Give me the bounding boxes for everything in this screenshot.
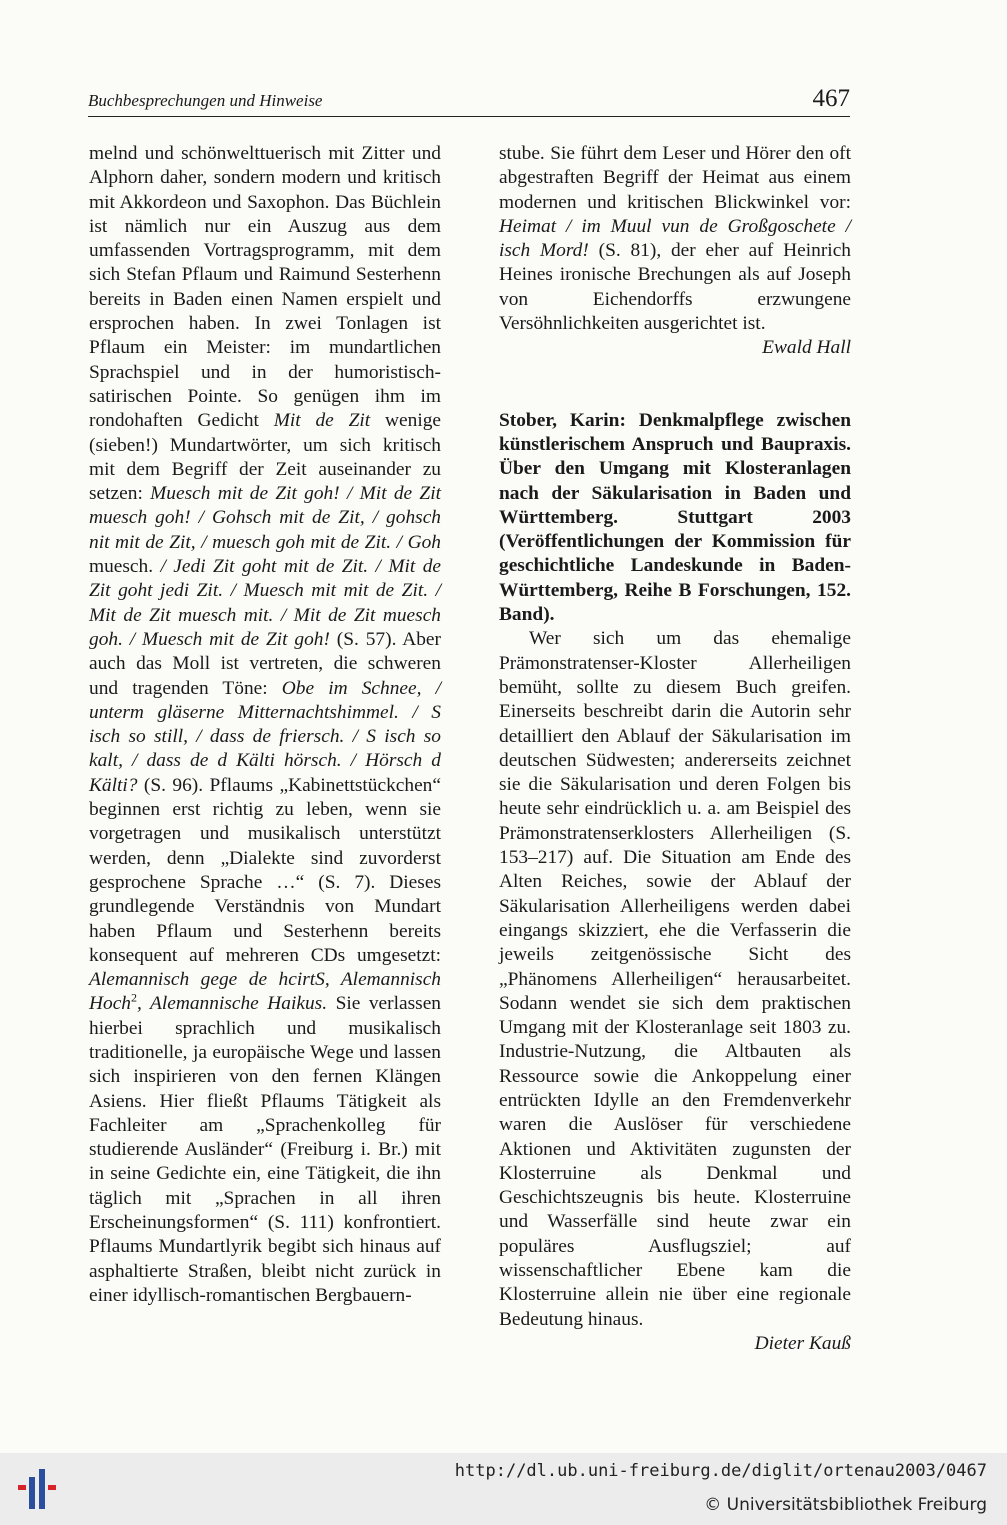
ub-freiburg-logo-icon[interactable] [12, 1463, 64, 1515]
italic-run: / Jedi Zit goht mit de Zit. / Mit de Zit goht jedi Zit. / Muesch mit mit de Zit. / Mit de Zit muesch mit. / Mit de Zit muesch goh. / Muesch mit de Zit goh! [89, 556, 441, 650]
page-header [88, 84, 850, 117]
section-gap [499, 361, 851, 409]
text-run: muesch. [89, 556, 161, 578]
italic-run: Obe im Schnee, / unterm gläserne Mitternachtshimmel. / S isch so still, / dass de friersch. / S isch so kalt, / dass de d Kälti hörsch. / Hörsch d Kälti? [89, 677, 441, 796]
text-run: Sie verlassen hierbei sprachlich und musikalisch traditionelle, ja europäische Wege und lassen sich inspirieren von den fernen Klängen Asiens. Hier fließt Pflaums Tätigkeit als Fachleiter am „Sprachenkolleg für studierende Ausländer“ (Freiburg i. Br.) mit in seine Gedichte ein, eine Tätigkeit, die ihn täglich mit „Sprachen in all ihren Erscheinungsformen“ (S. 111) konfrontiert. Pflaums Mundartlyrik begibt sich hinaus auf asphaltierte Straßen, bleibt nicht zurück in einer idyllisch-romantischen Bergbauern- [89, 993, 442, 1306]
text-run: melnd und schönwelttuerisch mit Zitter und Alphorn daher, sondern modern und kritisch mit Akkordeon und Saxophon. Das Büchlein ist nämlich nur ein Auszug aus dem umfassenden Vortragsprogramm, mit dem sich Stefan Pflaum und Raimund Sesterhenn bereits in Baden einen Namen erspielt und ersprochen haben. In zwei Tonlagen ist Pflaum ein Meister: im mundartlichen Sprachspiel und in der humoristisch-satirischen Pointe. So genügen ihm im rondohaften Gedicht [89, 143, 441, 432]
italic-run: Mit de Zit [273, 410, 371, 432]
right-paragraph-1 [499, 142, 851, 336]
text-run: (S. 96). Pflaums „Kabinettstückchen“ beginnen erst richtig zu leben, wenn sie vorgetragen und musikalisch unterstützt werden, denn „Dialekte sind zuvorderst gesprochene Sprache …“ (S. 7). Dieses grundlegende Verständnis von Mundart haben Pflaum und Sesterhenn bereits konsequent auf mehreren CDs umgesetzt: [89, 774, 441, 966]
review-heading: Stober, Karin: Denkmalpflege zwischen künstlerischem Anspruch und Baupraxis. Über den Umgang mit Klosteranlagen nach der Säkularisation in Baden und Württemberg. Stuttgart 2003 (Veröffentlichungen der Kommission für geschichtliche Landeskunde in Baden-Württemberg, Reihe B Forschungen, 152. Band). [499, 409, 851, 626]
text-run: stube. Sie führt dem Leser und Hörer den oft abgestraften Begriff der Heimat aus einem modernen und kritischen Blickwinkel vor: [499, 143, 851, 213]
left-column [89, 142, 441, 1308]
text-run: (S. 57). Aber auch das Moll ist vertreten, die schweren und tragenden Töne: [89, 628, 441, 699]
reviewer-signature-2: Dieter Kauß [754, 1332, 851, 1354]
left-paragraph [89, 142, 441, 1308]
right-paragraph-2: Wer sich um das ehemalige Prämonstratenser-Kloster Allerheiligen bemüht, sollte zu diesem Buch greifen. Einerseits beschreibt darin die Autorin sehr detailliert den Ablauf der Säkularisation im deutschen Südwesten; andererseits zeichnet sie die Säkularisation und deren Folgen bis heute sehr eindrücklich u. a. am Beispiel des Prämonstratenserklosters Allerheiligen (S. 153–217) auf. Die Situation am Ende des Alten Reiches, sowie der Ablauf der Säkularisation Allerheiligens werden dabei eingangs skizziert, ehe die Verfasserin die jeweils zeitgenössische Sicht des „Phänomens Allerheiligen“ herausarbeitet. Sodann wendet sie sich dem praktischen Umgang mit der Klosteranlage seit 1803 zu. Industrie-Nutzung, die Altbauten als Ressource sowie die Ankoppelung einer entrückten Idylle an den Fremdenverkehr waren die Auslöser für verschiedene Aktionen und Aktivitäten zugunsten der Klosterruine als Denkmal und Geschichtszeugnis bis heute. Klosterruine und Wasserfälle sind heute zwar ein populäres Ausflugsziel; auf wissenschaftlicher Ebene kam die Klosterruine allein nie über eine regionale Bedeutung hinaus. [499, 628, 851, 1330]
italic-run: Muesch mit de Zit goh! / Mit de Zit muesch goh! / Gohsch mit de Zit, / gohsch nit mit de Zit, / muesch goh mit de Zit. / Goh [89, 483, 441, 553]
source-url-link[interactable]: http://dl.ub.uni-freiburg.de/diglit/ortenau2003/0467 [454, 1461, 987, 1481]
text-run: wenige (sieben!) Mundartwörter, um sich kritisch mit dem Begriff der Zeit auseinander zu setzen: [89, 410, 442, 505]
italic-run: Heimat / im Muul vun de Großgoschete / isch Mord! [499, 215, 851, 262]
page-number: 467 [812, 85, 850, 112]
superscript: 2 [131, 990, 138, 1005]
italic-run: Alemannisch gege de hcirtS, Alemannisch Hoch [89, 969, 441, 1015]
text-run: (S. 81), der eher auf Heinrich Heines ironische Brechungen als auf Joseph von Eichendorffs erzwungene Versöhnlichkeiten ausgerichtet ist. [499, 240, 851, 335]
reviewer-signature-1: Ewald Hall [762, 337, 851, 359]
footer-bar [0, 1453, 1007, 1525]
running-title: Buchbesprechungen und Hinweise [88, 91, 323, 110]
italic-run: , Alemannische Haikus. [137, 993, 328, 1015]
right-column [499, 142, 851, 1356]
copyright-notice: © Universitätsbibliothek Freiburg [704, 1495, 987, 1515]
